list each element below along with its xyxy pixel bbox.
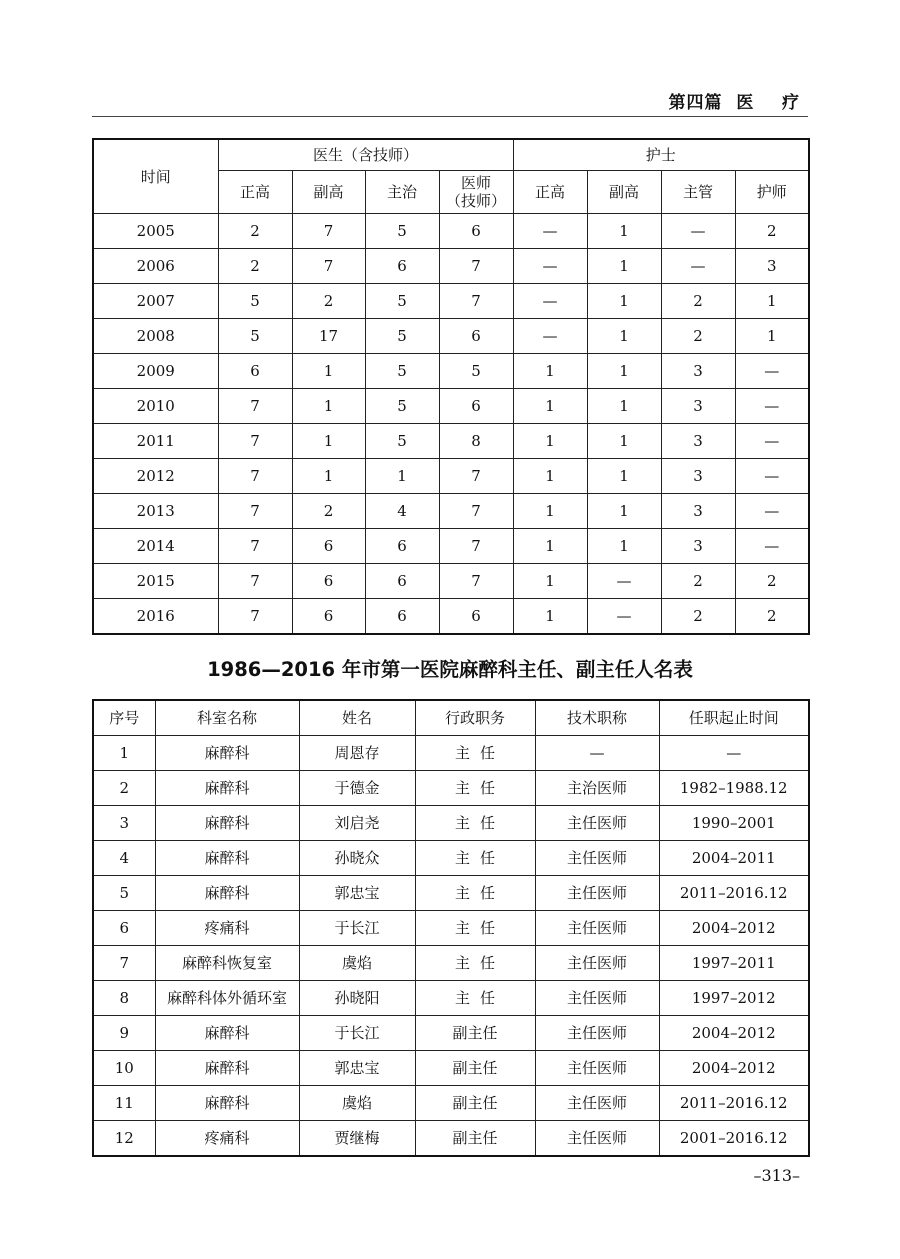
table-cell: 5 [365, 319, 439, 354]
table-cell: 1997–2011 [659, 946, 809, 981]
table-cell: 5 [439, 354, 513, 389]
table-cell: 11 [93, 1086, 155, 1121]
table-cell: 2 [661, 599, 735, 635]
table-cell: 2011–2016.12 [659, 1086, 809, 1121]
table-cell: 1 [93, 736, 155, 771]
table-cell: 2 [661, 319, 735, 354]
table-cell: 7 [439, 529, 513, 564]
header-nurse-group: 护士 [513, 139, 809, 171]
table-cell: 贾继梅 [299, 1121, 415, 1157]
table-cell: 主任医师 [535, 981, 659, 1016]
staff-count-table-body [93, 214, 809, 635]
table-cell: 副主任 [415, 1086, 535, 1121]
header-doctor-col: 医师 （技师） [439, 171, 513, 214]
table-row [93, 249, 809, 284]
table-cell: 1 [513, 424, 587, 459]
table-row [93, 389, 809, 424]
table-cell: 主任医师 [535, 806, 659, 841]
table-cell: — [735, 529, 809, 564]
table-cell: 主任 [415, 841, 535, 876]
table-cell: 2011–2016.12 [659, 876, 809, 911]
table-row [93, 459, 809, 494]
table-cell: 主任 [415, 946, 535, 981]
table-cell: 12 [93, 1121, 155, 1157]
table-cell: 1 [587, 494, 661, 529]
header-cell: 序号 [93, 700, 155, 736]
director-roster-table [92, 699, 810, 1157]
header-time: 时间 [93, 139, 218, 214]
table-cell: 7 [218, 529, 292, 564]
table-cell: 副主任 [415, 1051, 535, 1086]
table-cell: 1 [513, 529, 587, 564]
table-cell: 于德金 [299, 771, 415, 806]
table-cell: 于长江 [299, 911, 415, 946]
table-cell: — [735, 494, 809, 529]
table-cell: 5 [365, 354, 439, 389]
table-row [93, 284, 809, 319]
table-cell: 麻醉科 [155, 771, 299, 806]
table-cell: 2 [735, 564, 809, 599]
table-cell: 2001–2016.12 [659, 1121, 809, 1157]
table-cell: 7 [218, 494, 292, 529]
table-row [93, 564, 809, 599]
table-cell: 7 [218, 424, 292, 459]
header-rule [92, 116, 808, 117]
header-cell: 任职起止时间 [659, 700, 809, 736]
table-cell: 1 [587, 424, 661, 459]
table-cell: 1 [735, 284, 809, 319]
table-cell: 1 [587, 214, 661, 249]
table-cell: 6 [365, 564, 439, 599]
table-row [93, 806, 809, 841]
table-cell: 7 [439, 564, 513, 599]
header-doctor-col: 副高 [292, 171, 365, 214]
table-cell: 8 [93, 981, 155, 1016]
table-cell: — [735, 354, 809, 389]
table-cell: 麻醉科 [155, 876, 299, 911]
table-cell: 7 [218, 389, 292, 424]
table-cell: — [661, 249, 735, 284]
table-cell: — [659, 736, 809, 771]
table-cell: 疼痛科 [155, 1121, 299, 1157]
table-cell: 2004–2012 [659, 911, 809, 946]
table-cell: 8 [439, 424, 513, 459]
table-cell: 7 [218, 459, 292, 494]
table-cell: 2 [218, 214, 292, 249]
table-cell: 2011 [93, 424, 218, 459]
table-title: 1986—2016 年市第一医院麻醉科主任、副主任人名表 [207, 658, 693, 681]
table-cell: 2014 [93, 529, 218, 564]
header-nurse-col: 主管 [661, 171, 735, 214]
table-cell: 1 [587, 389, 661, 424]
table-cell: — [587, 599, 661, 635]
table-cell: — [513, 249, 587, 284]
table-cell: 1 [587, 354, 661, 389]
table-cell: 5 [218, 319, 292, 354]
table-row [93, 214, 809, 249]
table-cell: 1 [513, 494, 587, 529]
table-cell: 孙晓众 [299, 841, 415, 876]
table-row [93, 876, 809, 911]
table-cell: 于长江 [299, 1016, 415, 1051]
table-cell: 主任医师 [535, 1051, 659, 1086]
table-cell: 1 [365, 459, 439, 494]
table-cell: 7 [93, 946, 155, 981]
table-cell: 1 [292, 424, 365, 459]
table-cell: 2 [661, 284, 735, 319]
table-cell: 6 [292, 564, 365, 599]
table-cell: 虞焰 [299, 946, 415, 981]
table-cell: 1 [735, 319, 809, 354]
table-row [93, 1086, 809, 1121]
table-cell: 主任 [415, 911, 535, 946]
table-cell: 2010 [93, 389, 218, 424]
table-cell: 主任医师 [535, 1086, 659, 1121]
table-cell: 1 [513, 389, 587, 424]
table-cell: 6 [439, 599, 513, 635]
table-cell: 2016 [93, 599, 218, 635]
table-cell: 6 [292, 599, 365, 635]
table-cell: 主任 [415, 771, 535, 806]
table-cell: 6 [365, 529, 439, 564]
table-cell: 3 [93, 806, 155, 841]
table-cell: 3 [661, 529, 735, 564]
table-cell: 麻醉科 [155, 736, 299, 771]
table-cell: 1 [513, 354, 587, 389]
header-doctor-group: 医生（含技师） [218, 139, 513, 171]
table-cell: 3 [661, 459, 735, 494]
table-cell: 7 [439, 459, 513, 494]
table-cell: 主任医师 [535, 911, 659, 946]
running-header: 第四篇 医 疗 [668, 93, 800, 113]
table-cell: 2004–2012 [659, 1016, 809, 1051]
table-row [93, 1051, 809, 1086]
table-cell: 副主任 [415, 1016, 535, 1051]
table-cell: 麻醉科体外循环室 [155, 981, 299, 1016]
table-cell: 麻醉科 [155, 841, 299, 876]
table-cell: 5 [365, 284, 439, 319]
header-nurse-col: 正高 [513, 171, 587, 214]
table-cell: 1 [587, 284, 661, 319]
table-cell: 1 [513, 459, 587, 494]
table-cell: 5 [93, 876, 155, 911]
table-row [93, 319, 809, 354]
table-cell: 2006 [93, 249, 218, 284]
table-cell: 2 [735, 214, 809, 249]
header-doctor-col: 主治 [365, 171, 439, 214]
table-cell: 6 [93, 911, 155, 946]
table-cell: 5 [365, 424, 439, 459]
table-cell: 6 [292, 529, 365, 564]
table-cell: 3 [735, 249, 809, 284]
table-row [93, 981, 809, 1016]
header-cell: 行政职务 [415, 700, 535, 736]
table-cell: 主任 [415, 981, 535, 1016]
header-nurse-col: 护师 [735, 171, 809, 214]
table-cell: 疼痛科 [155, 911, 299, 946]
table-row [93, 599, 809, 635]
table-cell: 主任医师 [535, 841, 659, 876]
table-row [93, 946, 809, 981]
table-cell: 周恩存 [299, 736, 415, 771]
table-cell: 副主任 [415, 1121, 535, 1157]
table-cell: 麻醉科 [155, 806, 299, 841]
table-cell: 7 [218, 599, 292, 635]
table-cell: 3 [661, 354, 735, 389]
table-cell: — [535, 736, 659, 771]
table-cell: 7 [218, 564, 292, 599]
table-cell: 2008 [93, 319, 218, 354]
table-cell: 麻醉科 [155, 1016, 299, 1051]
table-cell: 6 [218, 354, 292, 389]
table-cell: 1 [513, 564, 587, 599]
table-cell: 孙晓阳 [299, 981, 415, 1016]
table-cell: — [735, 424, 809, 459]
table-cell: 4 [365, 494, 439, 529]
table-cell: — [513, 214, 587, 249]
table-cell: 7 [439, 249, 513, 284]
header-nurse-col: 副高 [587, 171, 661, 214]
table-cell: 5 [218, 284, 292, 319]
table-cell: 1 [292, 389, 365, 424]
table-cell: 5 [365, 214, 439, 249]
table-row [93, 529, 809, 564]
table-cell: 17 [292, 319, 365, 354]
table-cell: 郭忠宝 [299, 876, 415, 911]
table-cell: 2 [292, 284, 365, 319]
header-doctor-col: 正高 [218, 171, 292, 214]
table-cell: 3 [661, 389, 735, 424]
page-number: –313– [753, 1166, 800, 1185]
table-cell: 主任医师 [535, 876, 659, 911]
table-cell: 麻醉科 [155, 1051, 299, 1086]
table-row [93, 911, 809, 946]
table-cell: 1 [292, 354, 365, 389]
table-cell: 1 [587, 529, 661, 564]
table-cell: 2005 [93, 214, 218, 249]
table-cell: 主治医师 [535, 771, 659, 806]
table-cell: 1990–2001 [659, 806, 809, 841]
table-cell: 主任医师 [535, 1016, 659, 1051]
table-cell: 2 [292, 494, 365, 529]
table-cell: 10 [93, 1051, 155, 1086]
table-cell: — [513, 319, 587, 354]
header-cell: 科室名称 [155, 700, 299, 736]
table-cell: 7 [439, 494, 513, 529]
director-roster-table-body [93, 736, 809, 1157]
table-cell: 2 [93, 771, 155, 806]
table-cell: 主任医师 [535, 946, 659, 981]
table-cell: 2015 [93, 564, 218, 599]
table-cell: 4 [93, 841, 155, 876]
table-row [93, 1121, 809, 1157]
table-cell: — [587, 564, 661, 599]
table-cell: 刘启尧 [299, 806, 415, 841]
table-cell: 1 [587, 459, 661, 494]
table-cell: — [735, 459, 809, 494]
table-cell: 主任 [415, 806, 535, 841]
table-row [93, 354, 809, 389]
table-cell: 1 [587, 319, 661, 354]
header-cell: 姓名 [299, 700, 415, 736]
table-cell: 2012 [93, 459, 218, 494]
table-cell: 6 [439, 319, 513, 354]
table-cell: 6 [365, 599, 439, 635]
table-cell: 2 [218, 249, 292, 284]
table-cell: — [735, 389, 809, 424]
table-cell: 3 [661, 494, 735, 529]
table-cell: 6 [439, 389, 513, 424]
table-cell: 6 [365, 249, 439, 284]
table-cell: 1 [292, 459, 365, 494]
table-cell: 1982–1988.12 [659, 771, 809, 806]
table-cell: 2013 [93, 494, 218, 529]
table-cell: 7 [292, 214, 365, 249]
table-cell: 5 [365, 389, 439, 424]
table-cell: — [661, 214, 735, 249]
table-row [93, 424, 809, 459]
table-cell: 1 [513, 599, 587, 635]
table-cell: 麻醉科 [155, 1086, 299, 1121]
table-cell: 2004–2011 [659, 841, 809, 876]
table-row [93, 841, 809, 876]
table-cell: 2 [661, 564, 735, 599]
table-cell: 主任医师 [535, 1121, 659, 1157]
table-cell: 2007 [93, 284, 218, 319]
table-cell: 虞焰 [299, 1086, 415, 1121]
table-cell: 9 [93, 1016, 155, 1051]
table-cell: 1 [587, 249, 661, 284]
table-cell: 2009 [93, 354, 218, 389]
table-cell: 麻醉科恢复室 [155, 946, 299, 981]
table-cell: 2004–2012 [659, 1051, 809, 1086]
table-cell: 1997–2012 [659, 981, 809, 1016]
table-cell: 郭忠宝 [299, 1051, 415, 1086]
table-row [93, 1016, 809, 1051]
header-cell: 技术职称 [535, 700, 659, 736]
table-row [93, 494, 809, 529]
table-cell: 3 [661, 424, 735, 459]
table-row [93, 736, 809, 771]
table-cell: 7 [292, 249, 365, 284]
table-cell: 6 [439, 214, 513, 249]
table-cell: — [513, 284, 587, 319]
table-cell: 主任 [415, 736, 535, 771]
table-cell: 主任 [415, 876, 535, 911]
table-cell: 7 [439, 284, 513, 319]
staff-count-table [92, 138, 810, 635]
table-row [93, 771, 809, 806]
table-cell: 2 [735, 599, 809, 635]
